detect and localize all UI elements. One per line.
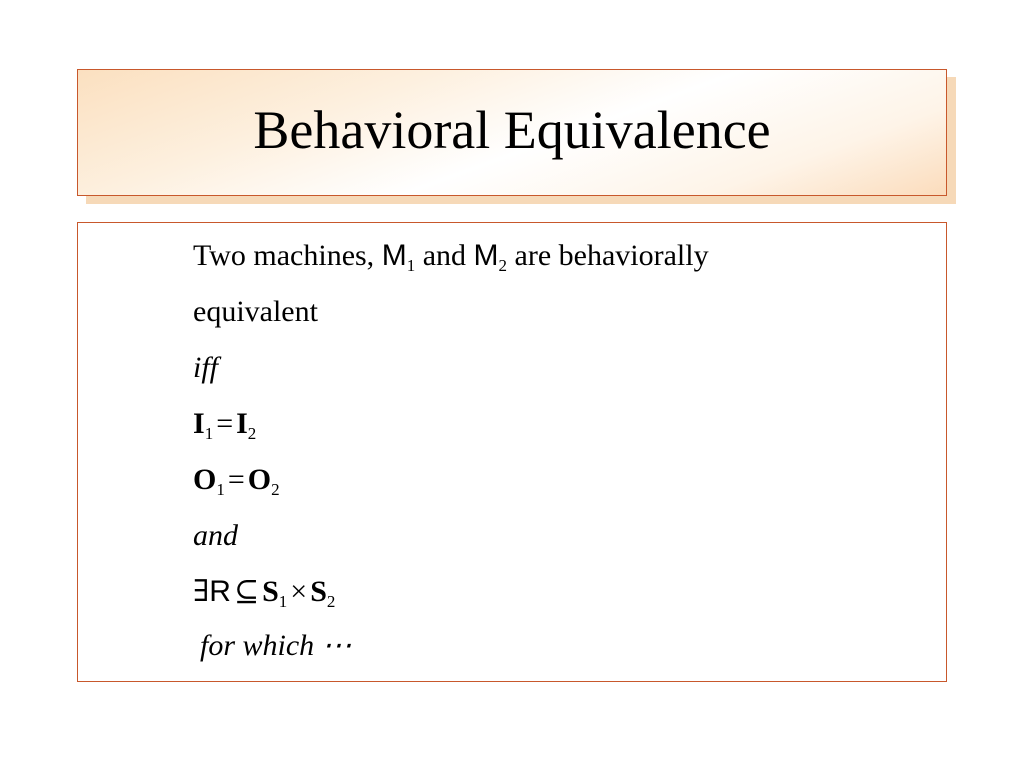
m2-symbol: M [473, 239, 499, 272]
i1-symbol: I [193, 407, 205, 440]
body-line-7 [193, 577, 335, 610]
o2-subscript: 2 [271, 480, 280, 499]
body-line-2: equivalent [193, 295, 318, 328]
s2-subscript: 2 [326, 592, 336, 611]
r-symbol: R [209, 575, 231, 608]
o1-subscript: 1 [216, 480, 225, 499]
body-line-4 [193, 409, 256, 442]
m1-symbol: M [381, 239, 407, 272]
o1-symbol: O [193, 463, 217, 496]
i2-symbol: I [236, 407, 248, 440]
body-line-6: and [193, 519, 238, 552]
body-line-3: iff [193, 351, 219, 384]
body-line-5 [193, 465, 280, 498]
line1-and: and [422, 239, 467, 272]
content-box [77, 222, 947, 682]
line1-suffix: are behaviorally [514, 239, 709, 272]
s1-subscript: 1 [278, 592, 288, 611]
o2-symbol: O [247, 463, 272, 496]
subset-symbol: ⊆ [233, 575, 260, 608]
i2-subscript: 2 [247, 424, 257, 443]
i1-subscript: 1 [204, 424, 214, 443]
times-symbol: × [290, 575, 308, 608]
s2-symbol: S [310, 575, 327, 608]
line1-prefix: Two machines, [193, 239, 375, 272]
body-line-1 [193, 241, 709, 274]
s1-symbol: S [262, 575, 279, 608]
exists-symbol: ∃ [193, 575, 210, 608]
equals-operator: = [227, 463, 245, 496]
equals-operator: = [216, 407, 234, 440]
m1-subscript: 1 [406, 256, 416, 275]
title-box [77, 69, 947, 196]
m2-subscript: 2 [498, 256, 508, 275]
body-line-8: for which ⋯ [200, 629, 352, 662]
slide-title: Behavioral Equivalence [253, 99, 771, 160]
